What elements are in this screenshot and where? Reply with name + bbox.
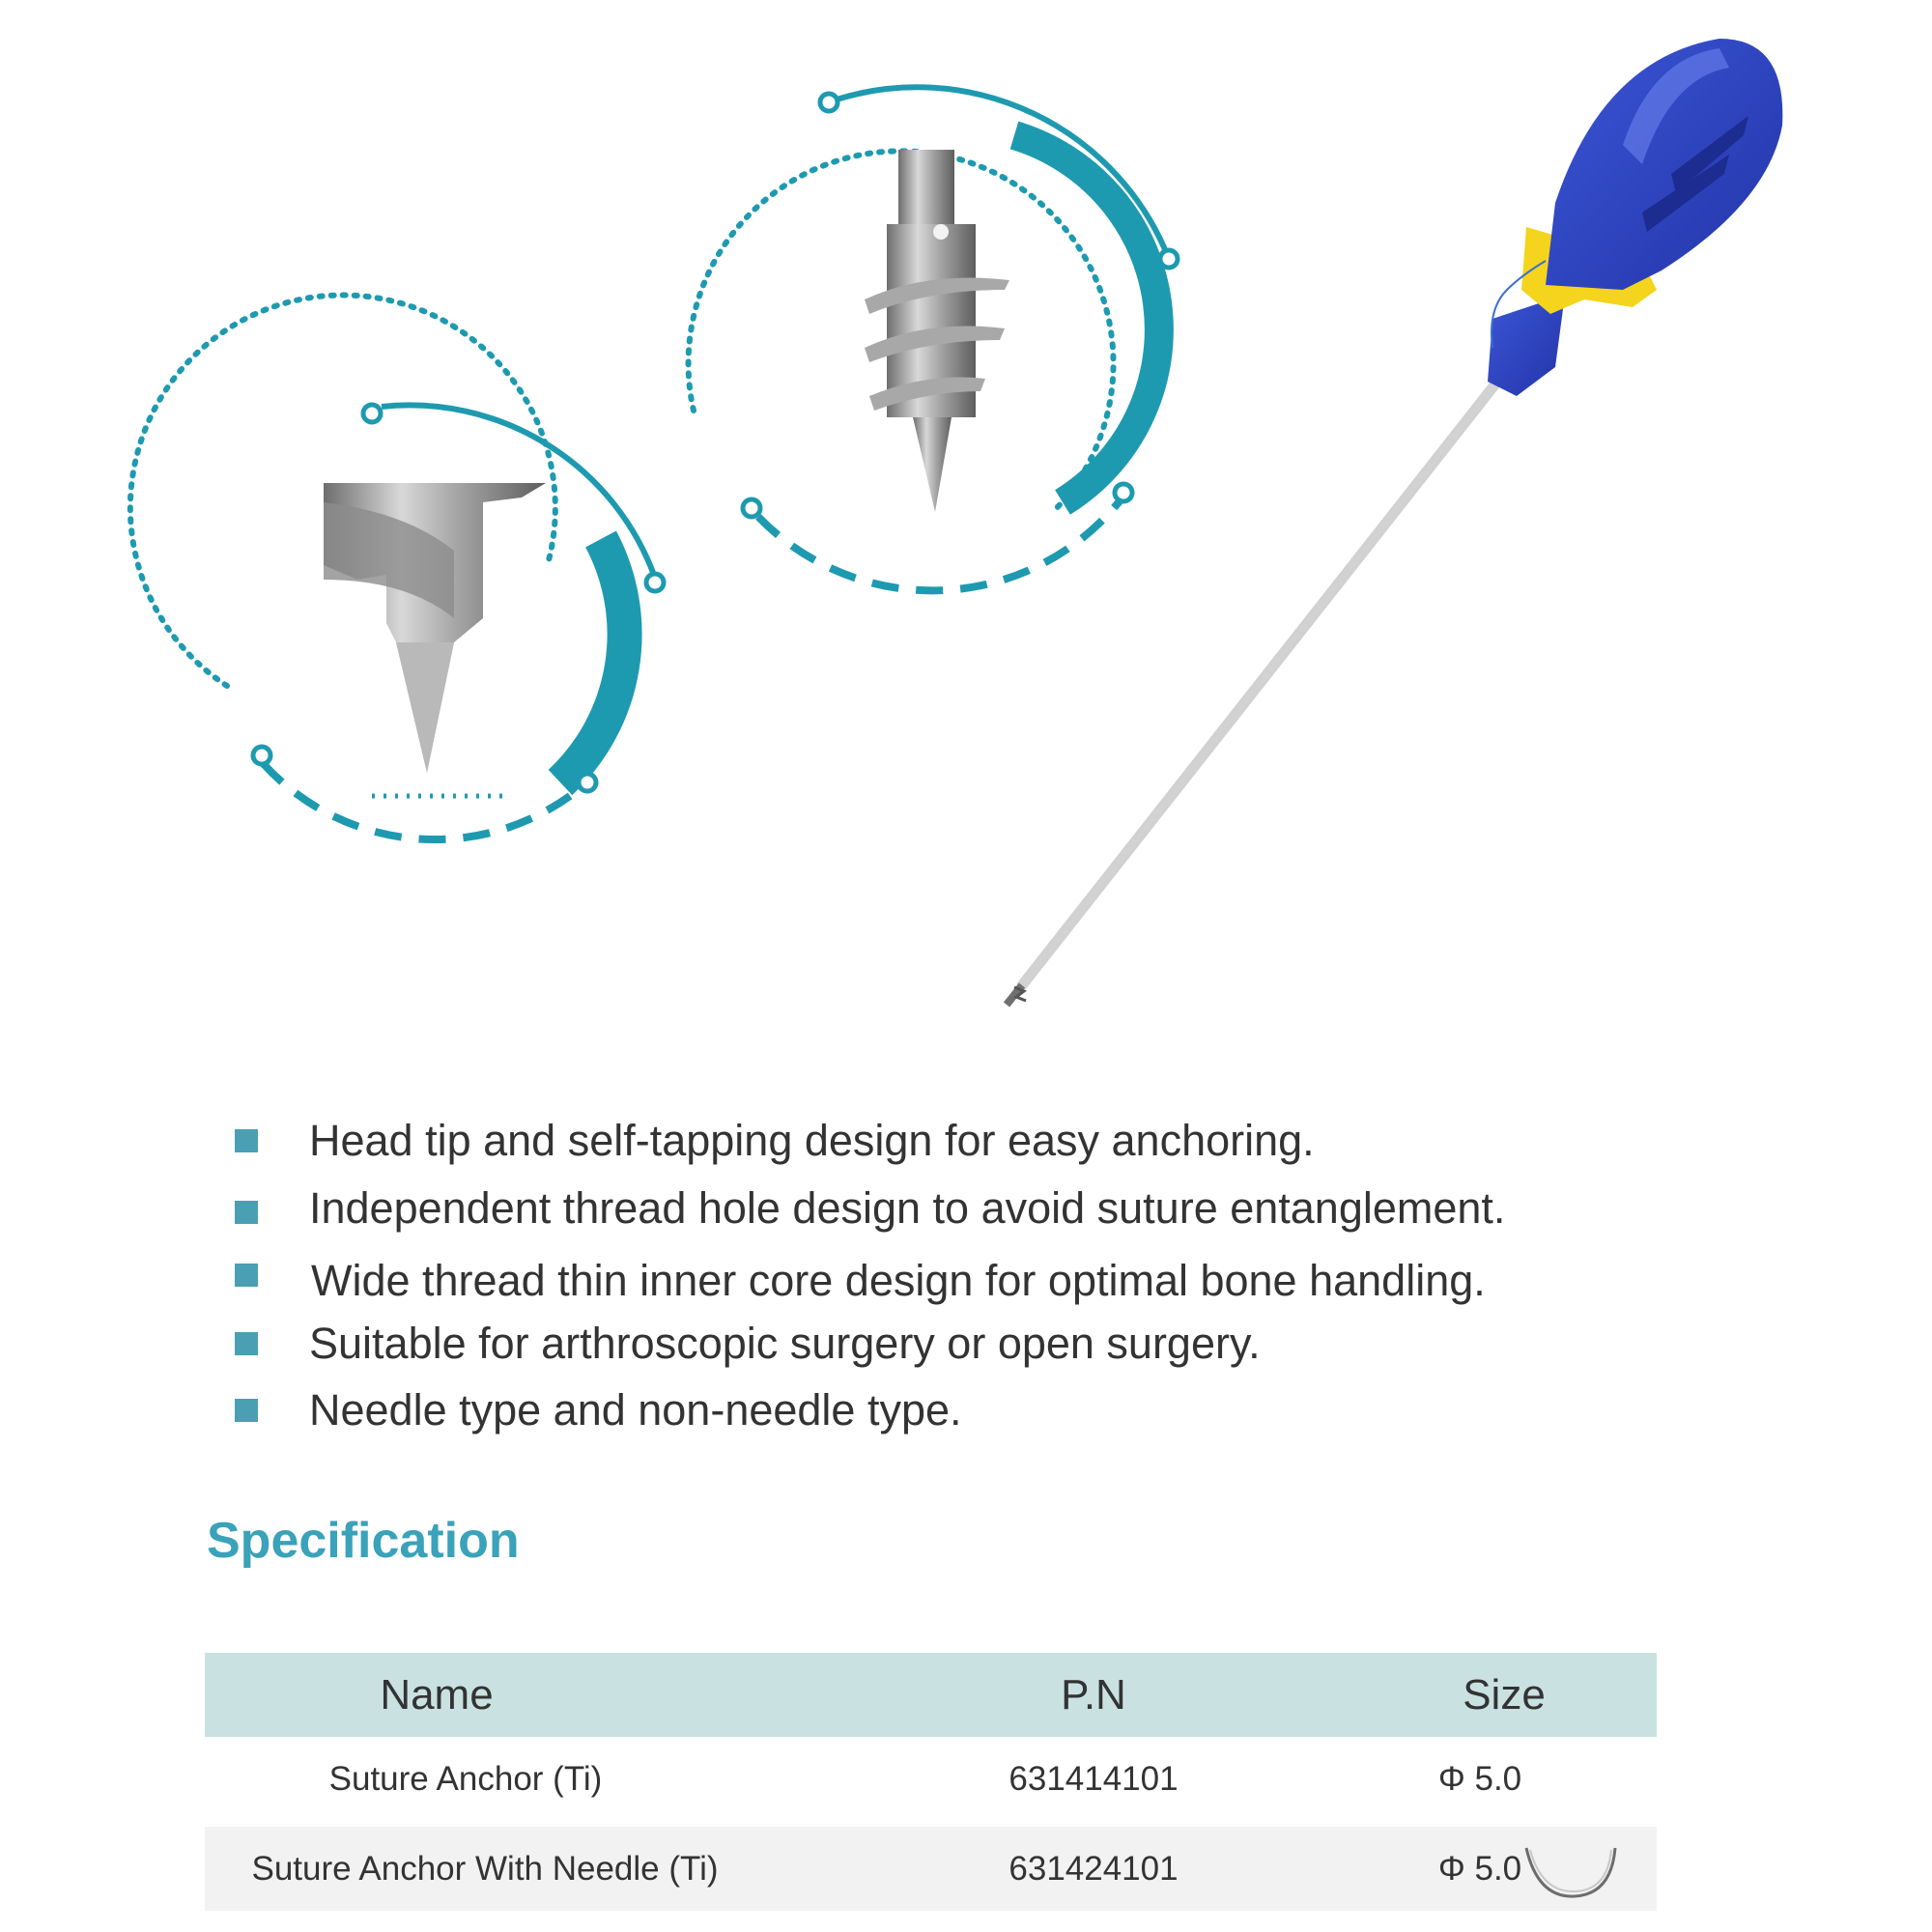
feature-text: Needle type and non-needle type. [309,1385,962,1435]
column-header-name: Name [380,1671,494,1719]
bullet-square-icon [235,1332,258,1355]
curved-needle-icon [1519,1838,1625,1906]
table-row [205,1737,1657,1821]
bullet-square-icon [235,1129,258,1152]
feature-text: Wide thread thin inner core design for optimal bone handling. [311,1256,1486,1305]
bullet-square-icon [235,1399,258,1422]
bullet-square-icon [235,1201,258,1224]
feature-text: Suitable for arthroscopic surgery or open surgery. [309,1319,1261,1368]
column-header-pn: P.N [1061,1671,1126,1719]
cell-pn: 631414101 [1009,1760,1179,1798]
anchor-full-closeup [689,87,1178,590]
feature-text: Head tip and self-tapping design for easy anchoring. [309,1116,1315,1165]
table-header [205,1653,1657,1737]
table-row [205,1827,1657,1911]
cell-pn: 631424101 [1009,1850,1179,1888]
bullet-square-icon [235,1264,258,1287]
cell-size: Φ 5.0 [1437,1760,1522,1798]
anchor-tip-closeup [130,296,664,840]
feature-text: Independent thread hole design to avoid suture entanglement. [309,1183,1506,1233]
column-header-size: Size [1463,1671,1546,1719]
specification-heading: Specification [207,1513,520,1569]
cell-size: Φ 5.0 [1437,1850,1522,1888]
cell-name: Suture Anchor (Ti) [328,1760,603,1798]
cell-name: Suture Anchor With Needle (Ti) [251,1850,719,1888]
